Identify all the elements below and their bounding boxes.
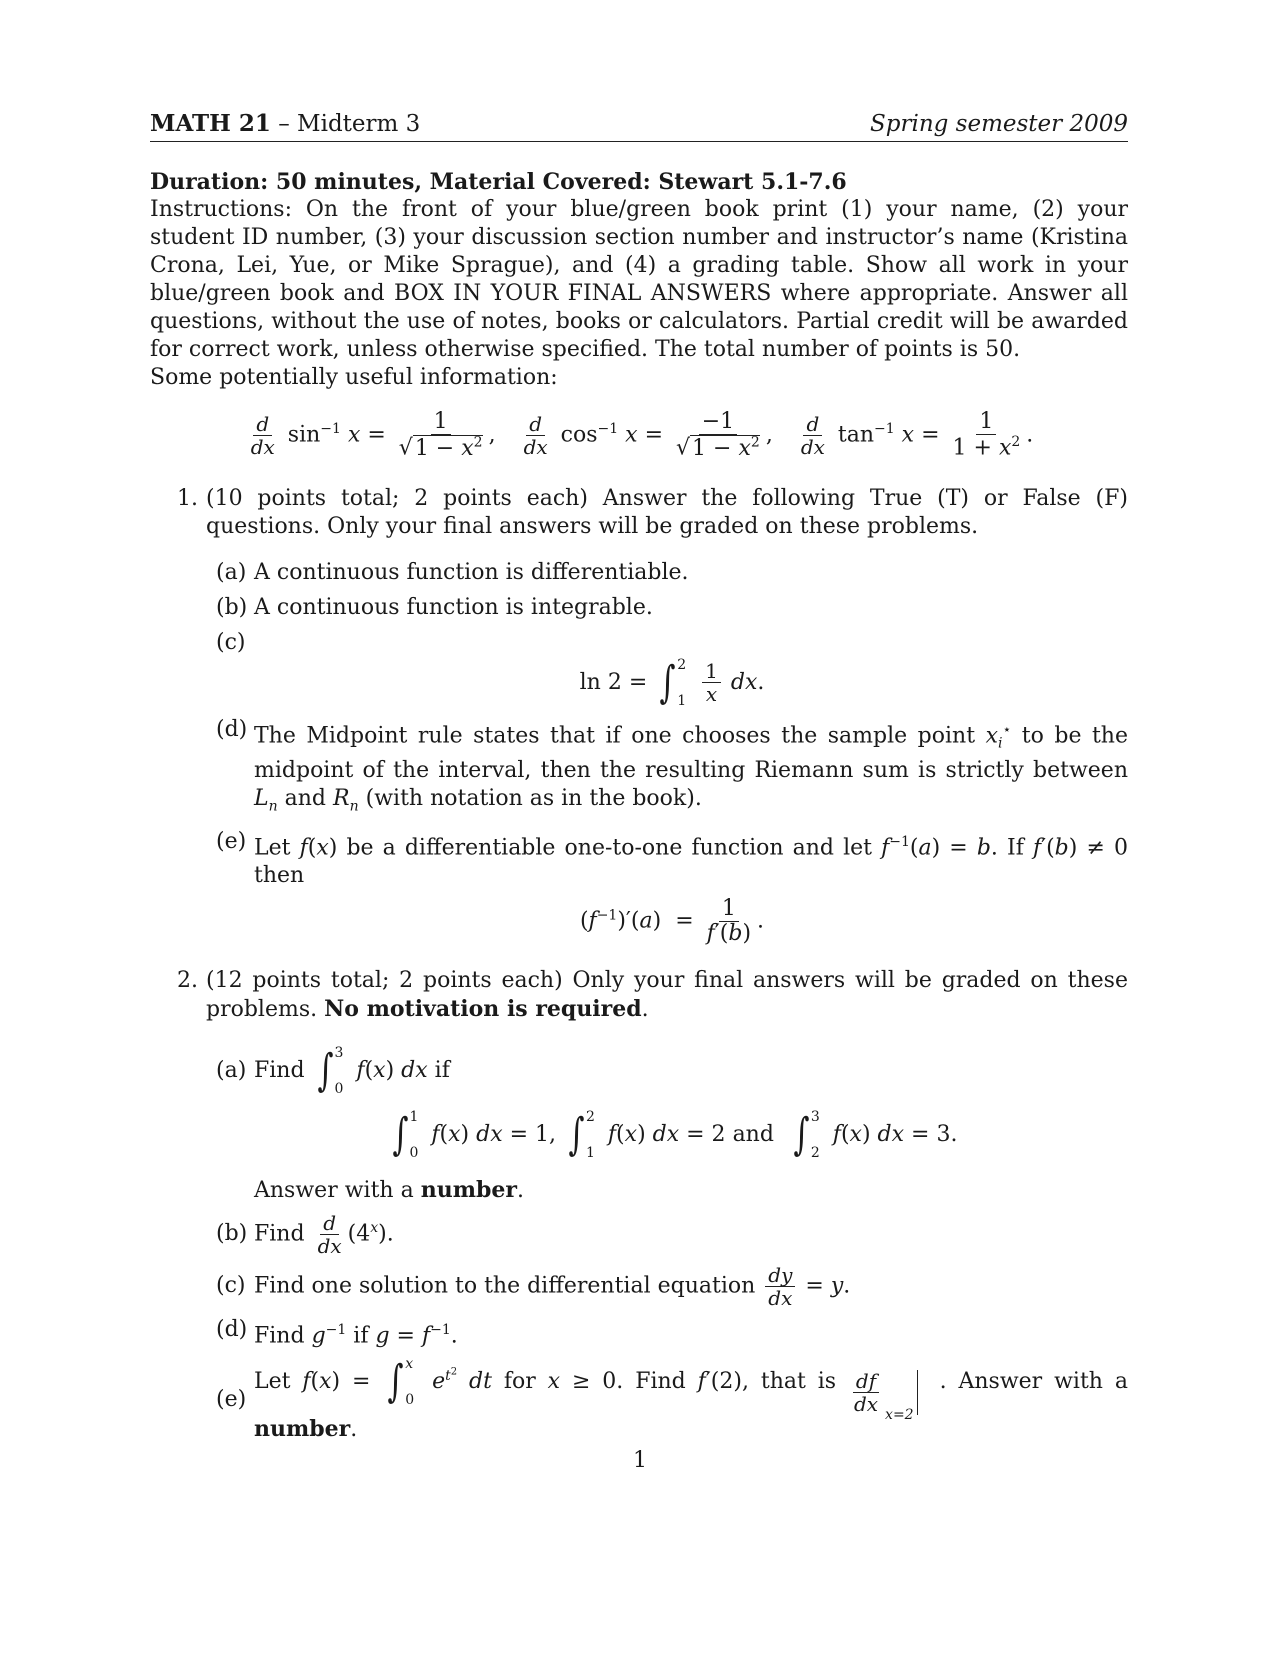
question-2: 2. (12 points total; 2 points each) Only your final answers will be graded on these problems. No motivation is required. (a) Find ∫ 3 0 f(x) dx if ∫ 1 0 f(x) dx = 1, ∫ 2 1 f(x) dx = 2 and ∫ 3 2 f(x) dx = 3. Answer with a number. (b) Find $\frac{d}{dx}$ (4$^x$). (c) Find one solution to the differential equation $\frac{dy}{dx}$ = y. (d) Find $g^{-1}$ if $g = f^{-1}$. (e) Let f(x) = ∫ x 0 $e^{t^2}$ dt for x ≥ 0. Find f′(2), that is $\frac{df}{dx}$ x=2 . Answer with a number. [150,967,1128,1451]
q2-a-number-word: number [420,1176,517,1203]
question-1 [150,485,1128,947]
useful-info-label: Some potentially useful information: [150,365,558,390]
q1-b-label: (b) [216,594,248,620]
q2-part-b: (b) Find $\frac{d}{dx}$ (4$^x$). [216,1210,394,1258]
question-1-number: 1. [177,485,198,511]
q1-part-b [216,594,1128,622]
q1-e-equation: $(f^{-1})'(a)$ = $\frac{1}{f'(b)}$ . [579,896,765,947]
q2-d-label: (d) [216,1316,248,1342]
derivative-formulas [150,410,1128,461]
q1-d-label: (d) [216,716,248,742]
q1-e-text: Let [254,835,291,861]
course-code: MATH 21 [150,110,271,137]
q1-a-label: (a) [216,559,247,585]
question-1-text: (10 points total; 2 points each) Answer the following True (T) or False (F) questions. Only your final answers will be graded on these problems. [206,485,1128,539]
duration-line: Duration: 50 minutes, Material Covered: Stewart 5.1-7.6 [150,169,847,195]
q2-e-find: Find [635,1368,686,1394]
page-header [150,110,1128,142]
q2-a-given: ∫ 1 0 f(x) dx = 1, ∫ 2 1 f(x) dx = 2 and ∫ 3 2 f(x) dx = 3. [391,1108,958,1161]
q2-a-label: (a) [216,1057,247,1083]
q1-b-text: A continuous function is integrable. [254,594,653,620]
q2-e-number-word: number [254,1415,351,1442]
instructions: Instructions: On the front of your blue/green book print (1) your name, (2) your student ID number, (3) your discussion section number and instructor’s name (Kristina Crona, Lei, Yue, or Mike Sprague), and (4) a grading table. Show all work in your blue/green book and BOX IN YOUR FINAL ANSWERS where appropriate. Answer all questions, without the use of notes, books or calculators. Partial credit will be awarded for correct work, unless otherwise specified. The total number of points is 50. [150,197,1128,362]
q2-part-c: (c) Find one solution to the differential equation $\frac{dy}{dx}$ = y. [216,1262,851,1310]
q1-d-text4: (with notation as in the book). [365,786,702,812]
q1-part-c [216,629,1128,657]
question-2-number: 2. [177,967,198,993]
q1-part-a [216,559,1128,587]
q2-and: and [732,1121,774,1147]
q2-b-find: Find [254,1221,305,1247]
formula-arctan: $\frac{d}{dx}$ $\tan^{-1} x$ = $\frac{1}{1 + x^2}$ . [800,409,1034,461]
q2-e-for: for [503,1368,536,1394]
q1-d-text3: and [284,786,327,812]
q1-a-text: A continuous function is differentiable. [254,559,689,585]
q2-c-label: (c) [216,1273,246,1299]
q2-a-answer-with: Answer with a [254,1177,414,1203]
formula-arccos: $\frac{d}{dx}$ $\cos^{-1} x$ = $\frac{-1}{√1 - x^2}$ , [523,409,773,461]
header-dash: – [278,111,290,137]
q2-b-label: (b) [216,1221,248,1247]
q2-a-if: if [434,1057,450,1083]
page-number: 1 [633,1448,647,1473]
question-2-text: (12 points total; 2 points each) Only your final answers will be graded on these problems. [206,967,1128,1022]
exam-title: Midterm 3 [297,111,421,137]
q2-part-d: (d) Find $g^{-1}$ if $g = f^{-1}$. [216,1316,458,1348]
q1-e-text3: If [1007,835,1024,861]
exam-page [150,110,1128,1451]
q2-c-text: Find one solution to the differential equation [254,1273,756,1299]
q2-e-answer-with: . Answer with a [939,1368,1128,1394]
q1-d-text2: to be the midpoint of the interval, then the resulting Riemann sum is strictly between [254,723,1128,784]
q1-e-text4: then [254,863,305,889]
q2-part-a: (a) Find ∫ 3 0 f(x) dx if [216,1044,450,1097]
q1-e-label: (e) [216,828,247,854]
q1-part-d: (d) The Midpoint rule states that if one chooses the sample point $x_i^⋆$ to be the midpoint of the interval, then the resulting Riemann sum is strictly between $L_n$ and $R_n$ (with notation as in the book). [216,716,1128,821]
formula-arcsin: $\frac{d}{dx}$ $\sin^{-1} x$ = $\frac{1}{√1 - x^2}$ , [250,409,496,461]
semester: Spring semester 2009 [869,111,1128,137]
q1-e-text2: be a differentiable one-to-one function and let [346,835,872,861]
q1-d-text: The Midpoint rule states that if one chooses the sample point [254,723,976,749]
q1-part-e: (e) Let f(x) be a differentiable one-to-one function and let $f^{-1}(a) = b$. If f′(b) ≠ 0 then [216,828,1128,889]
q2-e-label: (e) [216,1387,247,1413]
question-2-bold: No motivation is required [324,995,642,1022]
q2-e-let: Let [254,1368,291,1394]
q1-c-label: (c) [216,629,246,655]
q2-d-find: Find [254,1322,305,1348]
header-left [150,110,420,138]
q2-part-e: (e) Let f(x) = ∫ x 0 $e^{t^2}$ dt for x ≥ 0. Find f′(2), that is $\frac{df}{dx}$ x=2 . Answer with a number. [216,1355,1128,1442]
q2-a-find: Find [254,1057,305,1083]
q2-a-answer-note: Answer with a number. [254,1176,524,1203]
q2-e-that-is: , that is [741,1368,837,1394]
q1-c-equation: ln 2 = ∫ 2 1 $\frac{1}{x}$ dx. [579,656,765,709]
